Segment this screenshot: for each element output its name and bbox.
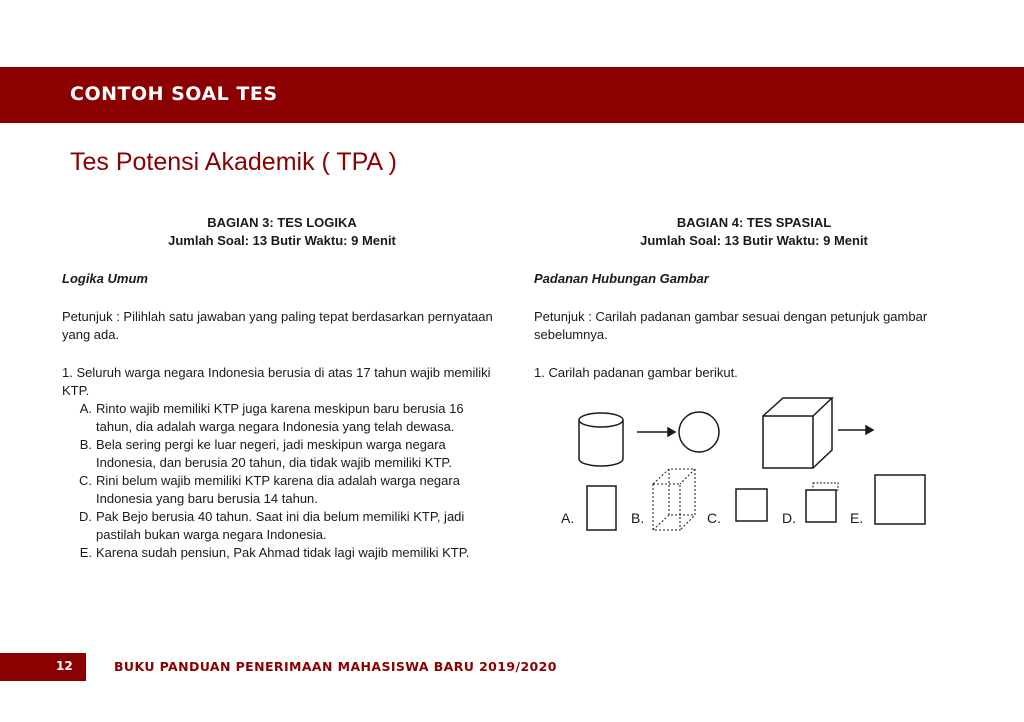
topic-title: Padanan Hubungan Gambar [534, 271, 709, 286]
page-number: 12 [56, 659, 73, 673]
footer-title: BUKU PANDUAN PENERIMAAN MAHASISWA BARU 2019/2020 [114, 659, 557, 674]
question-text: 1. Carilah padanan gambar berikut. [534, 365, 738, 380]
instruction-text: Petunjuk : Pilihlah satu jawaban yang paling tepat berdasarkan pernyataan yang ada. [62, 309, 493, 342]
section-heading: BAGIAN 3: TES LOGIKA [207, 215, 357, 230]
logic-test-section [62, 214, 502, 562]
cylinder-shape [579, 413, 623, 466]
option-c [62, 472, 502, 508]
option-d-shape [806, 483, 838, 522]
section-subheading: Jumlah Soal: 13 Butir Waktu: 9 Menit [168, 233, 396, 248]
option-letter: B. [79, 437, 92, 452]
topic-title: Logika Umum [62, 271, 148, 286]
section-heading: BAGIAN 4: TES SPASIAL [676, 215, 832, 230]
option-e-shape [875, 475, 925, 524]
option-text: Pak Bejo berusia 40 tahun. Saat ini dia belum memiliki KTP, jadi pastilah bukan warga negara Indonesia. [96, 509, 465, 542]
option-text: Bela sering pergi ke luar negeri, jadi meskipun warga negara Indonesia, dan berusia 20 tahun, dia tidak wajib memiliki KTP. [96, 437, 453, 470]
page-title: Tes Potensi Akademik ( TPA ) [70, 148, 397, 176]
spatial-figure [555, 392, 975, 537]
option-b-shape [653, 469, 695, 530]
option-letter: D. [79, 509, 92, 524]
figure-label-a: A. [561, 510, 575, 526]
footer-tab [0, 653, 86, 681]
answer-options [62, 400, 502, 562]
arrow-icon [637, 428, 675, 436]
figure-label-d: D. [782, 510, 796, 526]
figure-label-b: B. [631, 510, 645, 526]
option-text: Rini belum wajib memiliki KTP karena dia adalah warga negara Indonesia yang baru berusia 14 tahun. [96, 473, 460, 506]
option-letter: C. [79, 473, 92, 488]
figure-label-e: E. [850, 510, 864, 526]
option-letter: E. [79, 545, 92, 560]
option-e [62, 544, 502, 562]
option-a-shape [587, 486, 616, 530]
section-subheading: Jumlah Soal: 13 Butir Waktu: 9 Menit [640, 233, 868, 248]
option-b [62, 436, 502, 472]
cube-shape [763, 398, 832, 468]
instruction-text: Petunjuk : Carilah padanan gambar sesuai dengan petunjuk gambar sebelumnya. [534, 309, 928, 342]
figure-label-c: C. [707, 510, 721, 526]
spatial-test-section [534, 214, 974, 382]
option-a [62, 400, 502, 436]
header-title: CONTOH SOAL TES [70, 83, 278, 105]
option-letter: A. [79, 401, 92, 416]
option-text: Rinto wajib memiliki KTP juga karena meskipun baru berusia 16 tahun, dia adalah warga negara Indonesia yang telah dewasa. [96, 401, 464, 434]
option-c-shape [736, 489, 767, 521]
question-text: 1. Seluruh warga negara Indonesia berusia di atas 17 tahun wajib memiliki KTP. [62, 365, 491, 398]
circle-shape [679, 412, 719, 452]
arrow-icon [838, 426, 873, 434]
option-text: Karena sudah pensiun, Pak Ahmad tidak lagi wajib memiliki KTP. [96, 545, 470, 560]
option-d [62, 508, 502, 544]
